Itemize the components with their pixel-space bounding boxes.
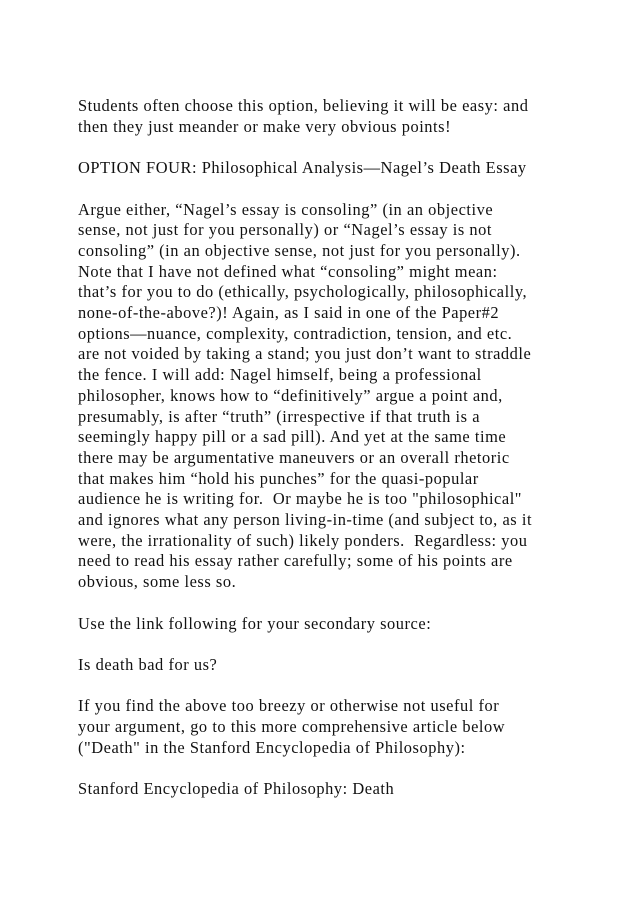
text-line: philosopher, knows how to “definitively” argue a point and, [78, 385, 503, 405]
text-line: obvious, some less so. [78, 572, 237, 592]
text-line: and ignores what any person living-in-time (and subject to, as it [78, 510, 533, 529]
text-line: need to read his essay rather carefully; some of his points are [78, 551, 513, 571]
text-line: sense, not just for you personally) or “Nagel’s essay is not [78, 220, 493, 240]
text-line: there may be argumentative maneuvers or an overall rhetoric [78, 447, 510, 467]
text-line: audience he is writing for. Or maybe he is too "philosophical" [78, 489, 523, 509]
text-line: are not voided by taking a stand; you just don’t want to straddle [78, 344, 532, 364]
text-line: that makes him “hold his punches” for the quasi-popular [78, 468, 479, 488]
text-line: none-of-the-above?)! Again, as I said in one of the Paper#2 [78, 303, 500, 322]
text-line: the fence. I will add: Nagel himself, being a professional [78, 365, 482, 385]
text-line: ("Death" in the Stanford Encyclopedia of Philosophy): [78, 737, 466, 757]
text-line: Note that I have not defined what “consoling” might mean: [78, 261, 498, 281]
text-line: Use the link following for your secondary source: [78, 613, 432, 633]
text-line: Argue either, “Nagel’s essay is consoling” (in an objective [78, 199, 494, 219]
text-line: presumably, is after “truth” (irrespective if that truth is a [78, 406, 481, 426]
text-line: Is death bad for us? [78, 654, 218, 674]
text-line: then they just meander or make very obvious points! [78, 116, 452, 136]
text-line: were, the irrationality of such) likely ponders. Regardless: you [78, 530, 528, 550]
text-line: OPTION FOUR: Philosophical Analysis—Nagel’s Death Essay [78, 158, 527, 178]
text-line: Stanford Encyclopedia of Philosophy: Death [78, 779, 395, 799]
text-line: consoling” (in an objective sense, not just for you personally). [78, 240, 521, 260]
text-line: options—nuance, complexity, contradiction, tension, and etc. [78, 323, 513, 343]
text-line: your argument, go to this more comprehensive article below [78, 717, 506, 736]
text-line: If you find the above too breezy or otherwise not useful for [78, 696, 500, 716]
text-line: seemingly happy pill or a sad pill). And yet at the same time [78, 427, 507, 447]
text-line: Students often choose this option, believing it will be easy: and [78, 96, 529, 115]
text-line: that’s for you to do (ethically, psychologically, philosophically, [78, 282, 528, 302]
